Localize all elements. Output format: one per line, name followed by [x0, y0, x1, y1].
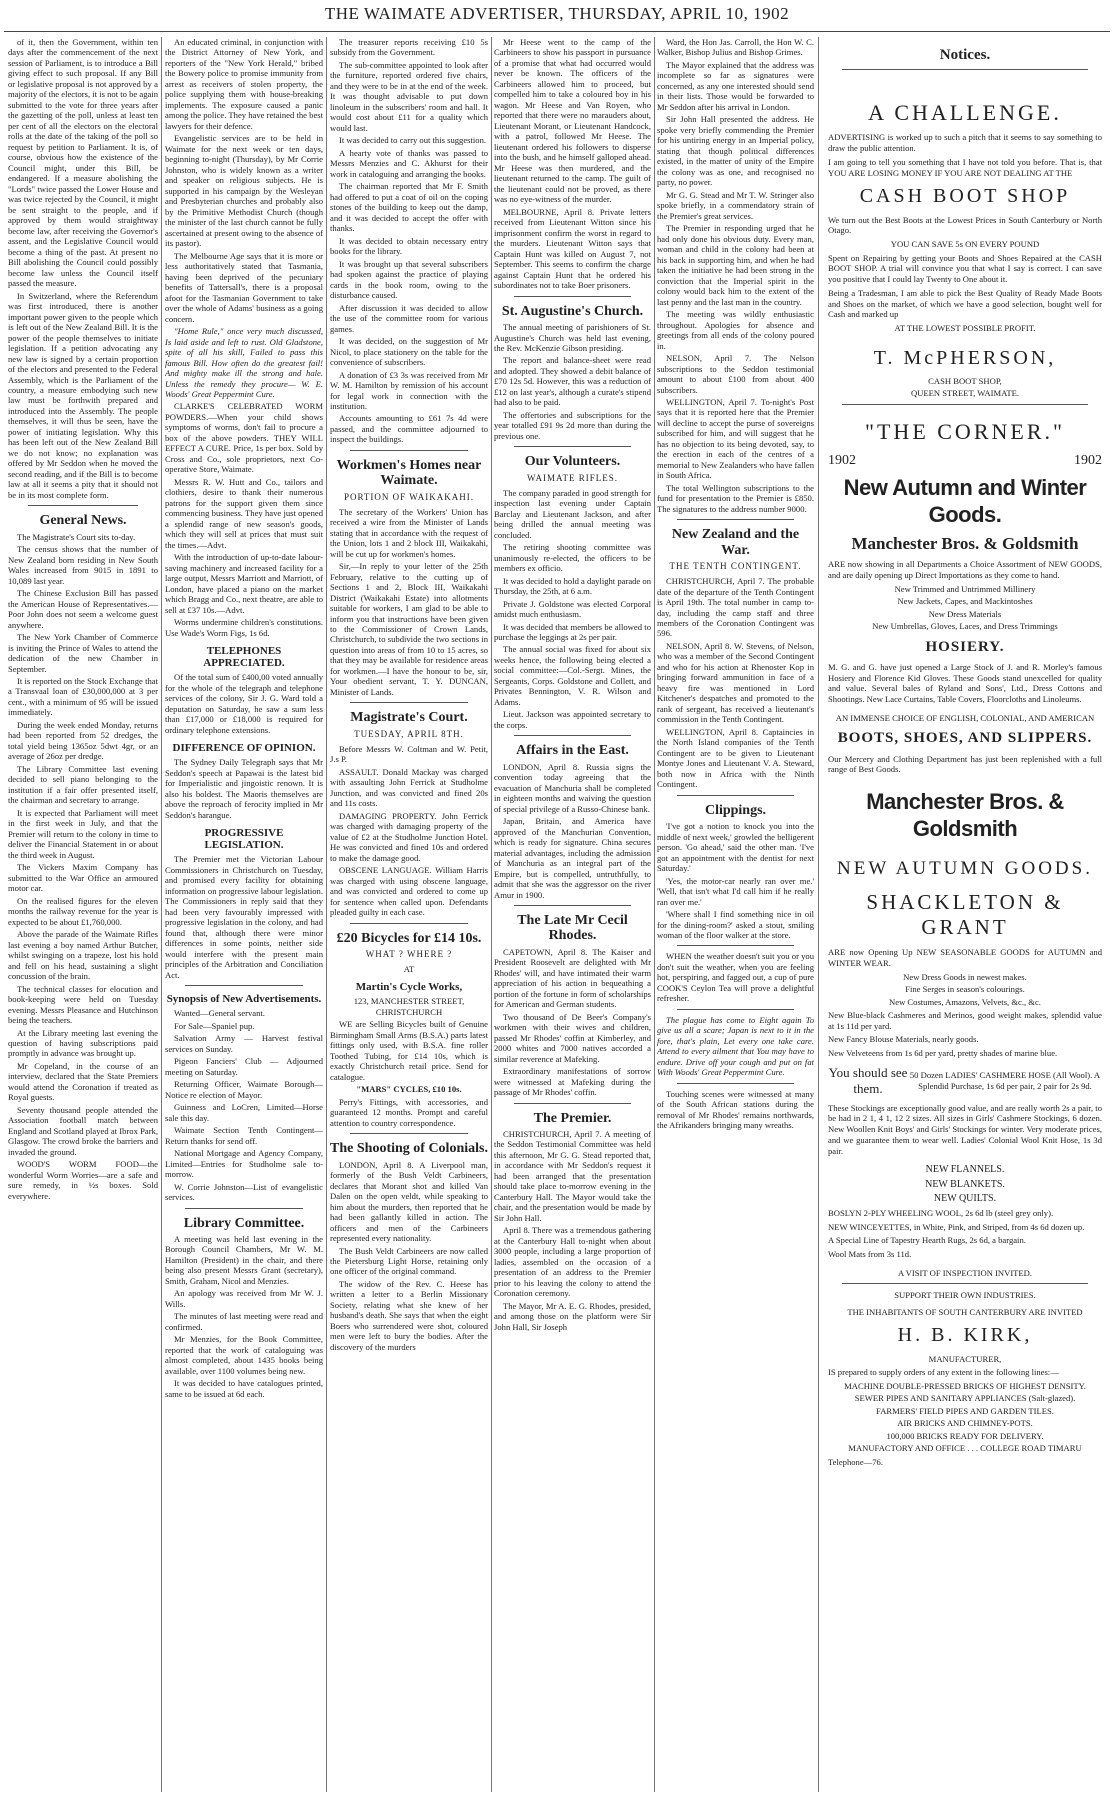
news-item: ASSAULT. Donald Mackay was charged with assaulting John Ferrick at Studholme Junction, and was convicted and fined 20s and 11s costs.	[330, 766, 488, 809]
news-item: The Melbourne Age says that it is more or less authoritatively stated that Tasmania, having been deprived of the pecuniary benefits of Tattersall's, there is a proposal afoot for the Tasmanian Government to take over the whole of Adams' business as a going concern.	[165, 250, 323, 324]
news-item: It was decided, on the suggestion of Mr Nicol, to place stationery on the table for the convenience of subscribers.	[330, 336, 488, 368]
section-heading: The Late Mr Cecil Rhodes.	[517, 913, 628, 944]
section-heading: Synopsis of New Advertisements.	[166, 993, 322, 1006]
news-item: The offertories and subscriptions for the year totalled £91 9s 2d more than during the previous one.	[494, 409, 651, 441]
news-item: It was brought up that several subscribers had spoken against the practice of playing cards in the book room, owing to the disturbance caused.	[330, 258, 488, 301]
news-item: At the Library meeting last evening the question of having subscriptions paid promptly in advance was brought up.	[8, 1027, 158, 1059]
ad-heading: "MARS" CYCLES, £10 10s.	[356, 1084, 462, 1095]
section-heading: The Premier.	[533, 1110, 612, 1126]
ad-body: New Fancy Blouse Materials, nearly goods.	[828, 1034, 979, 1045]
ad-address: MANUFACTORY AND OFFICE . . . COLLEGE ROAD TIMARU	[848, 1443, 1082, 1454]
news-item: An apology was received from Mr W. J. Wills.	[165, 1288, 323, 1309]
divider	[185, 985, 303, 986]
news-item: Above the parade of the Waimate Rifles last evening a boy named Arthur Butcher, whilst swinging on a trapeze, lost his hold and fell on his head, sustaining a slight concussion of the brain.	[8, 929, 158, 982]
column-rule	[161, 37, 162, 1792]
news-item: On the realised figures for the eleven months the railway revenue for the year is expected to be about £1,760,000.	[8, 895, 158, 927]
ad-subhead: BOOTS, SHOES, AND SLIPPERS.	[837, 730, 1093, 747]
news-item: A meeting was held last evening in the Borough Council Chambers, Mr W. M. Hamilton (President) in the chair, and there being also present Messrs Grant (secretary), Smith, Graham, Nicol and Menzies.	[165, 1233, 323, 1286]
news-item: CHRISTCHURCH, April 7. The probable date of the departure of the Tenth Contingent is April 19th. The total number in camp to-day, including the camp staff and three members of the Coronation Contingent was 596.	[657, 576, 814, 639]
ad-line: NEW QUILTS.	[933, 1192, 997, 1204]
news-item: Mr Menzies, for the Book Committee, reported that the work of cataloguing was almost completed, about 1435 books being available, over 1100 volumes being new.	[165, 1334, 323, 1376]
section-heading: TELEPHONES APPRECIATED.	[203, 645, 285, 670]
ad-line: THE INHABITANTS OF SOUTH CANTERBURY ARE INVITED	[847, 1306, 1083, 1317]
ad-line: New Umbrellas, Gloves, Laces, and Dress Trimmings	[872, 621, 1058, 632]
news-item: The annual meeting of parishioners of St. Augustine's Church was held last evening, the Rev. McKenzie Gibson presiding.	[494, 322, 651, 353]
news-item: The company paraded in good strength for inspection last evening under Captain Barclay and Lieutenant Jackson, and after being drilled the annual meeting was concluded.	[494, 487, 651, 540]
clipping: 'Where shall I find something nice in oil for the dining-room?' asked a stout, smiling woman of the floor walker at the store.	[657, 909, 814, 940]
ad-address: CASH BOOT SHOP,	[928, 375, 1002, 386]
ad-business-name: Martin's Cycle Works,	[355, 981, 463, 994]
section-heading: New Zealand and the War.	[671, 527, 800, 558]
section-heading: Affairs in the East.	[516, 743, 629, 759]
news-item: The Sydney Daily Telegraph says that Mr Seddon's speech at Papawai is the latest bid for Imperialistic and jingoistic renown. It is also his boldest. The Maoris themselves are above the reproach of ferocity implied in Mr Seddon's harangue.	[165, 757, 323, 820]
column-rule	[818, 37, 819, 1792]
ad-line: FARMERS' FIELD PIPES AND GARDEN TILES.	[876, 1405, 1054, 1416]
year-left: 1902	[828, 452, 856, 468]
column-5	[657, 37, 814, 1792]
divider	[677, 1083, 794, 1084]
ad-body: Spent on Repairing by getting your Boots and Shoes Repaired at the CASH BOOT SHOP. A trial will convince you that what I say is correct. I can save you positive that I could lay Twenty to One about it.	[828, 252, 1102, 285]
ad-line: NEW BLANKETS.	[925, 1178, 1005, 1190]
ad-headline: NEW AUTUMN GOODS.	[837, 857, 1093, 879]
news-item: It was decided that members be allowed to purchase the leggings at 2s per pair.	[494, 621, 651, 642]
ad-heading: £20 Bicycles for £14 10s.	[336, 930, 482, 946]
news-item: Touching scenes were witnessed at many of the South African stations during the removal of Mr Rhodes' remains northwards, the Afrikanders bringing many wreaths.	[657, 1088, 814, 1131]
ad-tagline: YOU CAN SAVE 5s ON EVERY POUND	[890, 239, 1040, 250]
ad-body: IS prepared to supply orders of any extent in the following lines:—	[828, 1367, 1059, 1378]
news-item: The Premier met the Victorian Labour Commissioners in Christchurch on Tuesday, and promised every facility for obtaining information on progressive labour legislation. The Commissioners in reply said that they had been very favourably impressed with progressive legislation in the colony, and had found that, although there were minor differences in some points, neither side would interfere with the present main principles of the Arbitration and Conciliation Act.	[165, 854, 323, 980]
news-item: The census shows that the number of New Zealand born residing in New South Wales increased from 9015 in 1891 to 10,089 last year.	[8, 544, 158, 586]
column-rule	[326, 37, 327, 1792]
ad-telephone: Telephone—76.	[828, 1456, 884, 1467]
news-item: Sir John Hall presented the address. He spoke very briefly commending the Premier for his untiring energy in an Imperial policy, stating that though political differences existed, in the matter of unity of the Empire the colony was as one, and recognised no party, no power.	[657, 114, 814, 188]
news-item: CAPETOWN, April 8. The Kaiser and President Roosevelt are delighted with Mr Rhodes' will, and have intimated their warm appreciation of his action in bequeathing a portion of the fortune in form of scholarships for American and German students.	[494, 946, 651, 1010]
section-heading: Library Committee.	[183, 1215, 305, 1231]
section-subheading: WAIMATE RIFLES.	[527, 472, 618, 483]
news-item: The retiring shooting committee was unanimously re-elected, the officers to be members ex officio.	[494, 542, 651, 574]
section-date: TUESDAY, APRIL 8TH.	[354, 728, 464, 739]
section-heading: St. Augustine's Church.	[501, 303, 644, 319]
column-4	[494, 37, 651, 1792]
section-heading: Our Volunteers.	[524, 454, 621, 470]
news-item: The Chinese Exclusion Bill has passed the American House of Representatives.—Poor John does not seem a welcome guest anywhere.	[8, 588, 158, 630]
ad-line: SEWER PIPES AND SANITARY APPLIANCES (Salt-glazed).	[854, 1393, 1076, 1404]
divider	[350, 1133, 468, 1134]
news-item: The total Wellington subscriptions to the fund for presentation to the Premier is £850. The signatures to the address number 9000.	[657, 482, 814, 514]
news-item: The secretary of the Workers' Union has received a wire from the Minister of Lands stating that in accordance with the request of the Union, lots 1 and 2 block III, Waikakahi, will be cut up for workmen's homes.	[330, 506, 488, 559]
ad-line: New Dress Goods in newest makes.	[903, 971, 1027, 982]
news-item: It is reported on the Stock Exchange that a Transvaal loan of £30,000,000 at 3 per cent., with a minimum of 95 will be issued immediately.	[8, 676, 158, 718]
news-item: It is expected that Parliament will meet in the first week in July, and that the Premier will return to the colony in time to deliver the Financial Statement in or about the third week in August.	[8, 807, 158, 860]
news-item: OBSCENE LANGUAGE. William Harris was charged with using obscene language, and was convicted and ordered to come up for sentence when called upon. Defendants pleaded guilty in each case.	[330, 865, 488, 918]
news-item: The Mayor explained that the address was incomplete so far as signatures were concerned, as any one interested should send in their lists. Those would be forwarded to Mr Seddon after his arrival in London.	[657, 59, 814, 112]
divider	[350, 923, 468, 924]
ad-callout: You should see them.	[828, 1064, 908, 1096]
ad-address: 123, MANCHESTER STREET, CHRISTCHURCH	[353, 996, 465, 1017]
ad-body: These Stockings are exceptionally good value, and are really worth 2s a pair, to be had in 2 1, 4 1, 12 2 sizes. All sizes in Girls' Cashmere Stockings, 6 dozen. New Woollen Knit Boys' and Girls' Stockings for winter. Very moderate prices, and we guarantee them to wear well. Ladies' Colonial Wool Knit Hose, 1s 3d pair.	[828, 1102, 1102, 1156]
news-item: LONDON, April 8. Russia signs the convention today agreeing that the evacuation of Manchuria shall be completed in eighteen months and waiving the question of special privilege of a Russo-Chinese bank.	[494, 761, 651, 814]
news-item: Two thousand of De Beer's Company's workmen with their wives and children, passed Mr Rhodes' coffin at Kimberley, and 2000 whites and 7000 natives accorded a similar reverence at Mafeking.	[494, 1011, 651, 1064]
news-item: The Premier in responding urged that he had only done his obvious duty. Every man, woman and child in the colony had been at his back in supporting him, and when he had taken the initiative he had been strong in the conviction that the Imperial spirit in the colony would back him to the extent of the last penny and the last man in the country.	[657, 223, 814, 307]
divider	[514, 1103, 631, 1104]
ad-synopsis-item: W. Corrie Johnston—List of evangelistic services.	[165, 1181, 323, 1203]
news-item: Evangelistic services are to be held in Waimate for the next week or ten days, beginning to-night (Thursday), by Mr Corrie Johnston, who is widely known as a writer and speaker on religious subjects. He is supported in his campaign by the Wesleyan and Presbyterian churches and probably also by the Primitive Methodist Church (though the minister of the last church cannot be fully ascertained at present owing to the absence of its pastor).	[165, 133, 323, 249]
news-item: Sir,—In reply to your letter of the 25th February, relative to the cutting up of Sections 1 and 2, Block III, Waikakahi District (Waikakahi Estate) into allotments suitable for workers, I am glad to be able to inform you that instructions have been given to the Commissioner of Crown Lands, Christchurch, to subdivide the two sections in question into areas of from 10 to 15 acres, so that they may be available for residence areas for workmen.—I have the honour to be, sir, Your obedient servant, T. Y. DUNCAN, Minister of Lands.	[330, 561, 488, 697]
news-item: Before Messrs W. Coltman and W. Petit, J.s P.	[330, 743, 488, 765]
column-rule	[654, 37, 655, 1792]
section-heading: PROGRESSIVE LEGISLATION.	[204, 827, 284, 852]
news-item: The Library Committee last evening decided to sell piano belonging to the institution if a fair offer presented itself, the chairman and secretary to arrange.	[8, 763, 158, 806]
ad-business-name: H. B. KIRK,	[897, 1324, 1033, 1347]
ad-body: WHEN the weather doesn't suit you or you don't suit the weather, when you are feeling hot, perspiring, and fagged out, a cup of pure COOK'S Ceylon Tea will prove a delightful refresher.	[657, 951, 814, 1004]
ad-line: New Jackets, Capes, and Mackintoshes	[897, 596, 1033, 607]
ad-line: SUPPORT THEIR OWN INDUSTRIES.	[894, 1290, 1036, 1301]
news-item: The minutes of last meeting were read and confirmed.	[165, 1311, 323, 1332]
news-item: Mr G. G. Stead and Mr T. W. Stringer also spoke briefly, in a commendatory strain of the Premier's great services.	[657, 189, 814, 221]
hose-offer	[828, 1065, 1102, 1097]
poem: The plague has come to Eight again To give us all a scare; Japan is next to it in the fore, that's plain, Let every one take care. Attend to every ailment that You may have to endure. Drive off your cough and put on fat With Woods' Great Peppermint Cure.	[657, 1014, 814, 1078]
news-item: The report and balance-sheet were read and adopted. They showed a debit balance of £70 12s 5d. However, this was a reduction of £12 on last year's, although a curate's stipend had also to be paid.	[494, 355, 651, 408]
ad-business-name: Manchester Bros. & Goldsmith	[851, 534, 1079, 554]
section-heading: Magistrate's Court.	[350, 710, 468, 726]
divider	[350, 702, 468, 703]
divider	[842, 69, 1088, 70]
news-item: NELSON, April 7. The Nelson subscriptions to the Seddon testimonial amount to about £100 from about 400 subscribers.	[657, 353, 814, 395]
column-1	[8, 37, 158, 1792]
ad-synopsis-item: National Mortgage and Agency Company, Limited—Entries for Studholme sale to-morrow.	[165, 1148, 323, 1180]
ad-body: BOSLYN 2-PLY WHEELING WOOL, 2s 6d lb (steel grey only).	[828, 1207, 1054, 1218]
ad-line: New Dress Materials	[928, 608, 1002, 619]
news-item: Lieut. Jackson was appointed secretary to the corps.	[494, 709, 651, 730]
ad-business-name: CASH BOOT SHOP	[859, 185, 1071, 208]
divider	[350, 450, 468, 451]
news-item: Of the total sum of £400,00 voted annually for the whole of the telegraph and telephone services of the colony, Sir J. G. Ward told a deputation on Saturday, he saw a sum less than £17,000 or £18,000 is required for ordinary telephone extensions.	[165, 672, 323, 735]
divider	[514, 446, 631, 447]
ad-line: A VISIT OF INSPECTION INVITED.	[897, 1267, 1033, 1278]
news-item: LONDON, April 8. A Liverpool man, formerly of the Bush Veldt Carbineers, declares that Morant shot and killed Van Dalen on the open veldt, while speaking to him about the murders, then reported that he had been gallantly killed in action. The officers and men of the Carbineers represented every nationality.	[330, 1159, 488, 1244]
news-item: An educated criminal, in conjunction with the District Attorney of New York, and reporters of the "New York Herald," bribed the Bowery police to promise immunity from arrest as receivers of stolen property, the police supplying them with house-breaking implements. The exposure caused a panic among the police. They have retained the best lawyers for their defence.	[165, 37, 323, 131]
news-item: WOOD'S WORM FOOD—the wonderful Worm Worries—are a safe and sure remedy, in ½s boxes. Sold everywhere.	[8, 1159, 158, 1201]
ad-line: MANUFACTURER,	[928, 1353, 1002, 1364]
news-item: Accounts amounting to £61 7s 4d were passed, and the committee adjourned to inspect the buildings.	[330, 413, 488, 445]
ad-body: New Blue-black Cashmeres and Merinos, good weight makes, splendid value at 1s 11d per yard.	[828, 1010, 1102, 1031]
divider	[28, 505, 138, 506]
news-item: April 8. There was a tremendous gathering at the Canterbury Hall to-night when about 3000 people, including a large proportion of ladies, assembled on the occasion of a presentation of an address to the Premier prior to his leaving the colony to attend the Coronation ceremony.	[494, 1225, 651, 1299]
news-item: WELLINGTON, April 8. Captaincies in the North Island companies of the Tenth Contingent are to be given to Lieutenant Montye Jones and Lieutenant V. A. Steward, both now in Africa with the Ninth Contingent.	[657, 726, 814, 790]
column-3	[330, 37, 488, 1792]
news-item: Seventy thousand people attended the Association football match between England and Scotland played at Ibrox Park, Glasgow. The crowd broke the barriers and invaded the ground.	[8, 1104, 158, 1157]
news-item: With the introduction of up-to-date labour-saving machinery and increased facility for a large output, Messrs Marriott and Marriott, of London, have placed a piano on the market which Bragg and Co., next theatre, are able to sell at £37 10s.—Advt.	[165, 552, 323, 615]
ad-line: MACHINE DOUBLE-PRESSED BRICKS OF HIGHEST DENSITY.	[844, 1380, 1086, 1391]
news-item: Messrs R. W. Hutt and Co., tailors and clothiers, desire to thank their numerous patrons for the support given them since commencing business. They have just opened a splendid range of new season's goods, which they will sell at prices that must suit the times.—Advt.	[165, 476, 323, 550]
ad-body: ADVERTISING is worked up to such a pitch that it seems to say something to draw the public attention.	[828, 132, 1102, 154]
column-2	[165, 37, 323, 1792]
divider	[842, 404, 1088, 405]
poem: "Home Rule," once very much discussed, Is laid aside and left to rust. Old Gladstone, spite of all his skill, Failed to pass this famous Bill. How often do the greatest fail! And mighty make ill the strong and hale. Unless the remedy they procure— W. E. Woods' Great Peppermint Cure.	[165, 326, 323, 399]
ad-body: Being a Tradesman, I am able to pick the Best Quality of Ready Made Boots and Shoes on the market, of which we have a good selection, bought well for Cash and marked up	[828, 287, 1102, 320]
news-item: The Vickers Maxim Company has submitted to the War Office an armoured motor car.	[8, 862, 158, 894]
masthead: THE WAIMATE ADVERTISER, THURSDAY, APRIL 10, 1902	[324, 4, 790, 23]
news-item: The New York Chamber of Commerce is inviting the Prince of Wales to attend the dedication of the new Chamber in September.	[8, 632, 158, 674]
ad-line: New Trimmed and Untrimmed Millinery	[894, 583, 1036, 594]
news-item: Mr Copeland, in the course of an interview, declared that the State Premiers would attend the Coronation if treated as Royal guests.	[8, 1060, 158, 1103]
news-item: CHRISTCHURCH, April 7. A meeting of the Seddon Testimonial Committee was held this afternoon, Mr G. G. Stead reported that, in accordance with Mr Seddon's request it had been arranged that the presentation should take place to-morrow evening in the Canterbury Hall. The Mayor would take the chair, and the presentation would be made by Sir John Hall.	[494, 1129, 651, 1223]
ad-body: M. G. and G. have just opened a Large Stock of J. and R. Morley's famous Hosiery and Florence Kid Gloves. These Goods stand unexcelled for quality and value. Several bales of Ryland and Sons', Ltd., Dress Cottons and Shootings. New Lace Curtains, Table Covers, Floorcloths and Linoleums.	[828, 661, 1102, 705]
ad-years	[828, 452, 1102, 469]
divider	[677, 519, 794, 520]
news-item: CLARKE'S CELEBRATED WORM POWDERS.—When your child shows symptoms of worms, don't fail to procure a box of the above powders. THEY WILL EFFECT A CURE. Price, 1s per box. Sold by Cross and Co., sole proprietors, next Co-operative Store, Waimate.	[165, 401, 323, 475]
ad-business-name: SHACKLETON & GRANT	[866, 889, 1064, 940]
news-item: The treasurer reports receiving £10 5s subsidy from the Government.	[330, 37, 488, 58]
ad-headline: New Autumn and Winter Goods.	[843, 474, 1087, 527]
ad-synopsis-item: Salvation Army — Harvest festival services on Sunday.	[165, 1033, 323, 1054]
ad-body: ARE now Opening Up NEW SEASONABLE GOODS for AUTUMN and WINTER WEAR.	[828, 947, 1102, 968]
news-item: It was decided to carry out this suggestion.	[339, 135, 487, 146]
section-heading: The Shooting of Colonials.	[330, 1141, 488, 1157]
ad-body: NEW WINCEYETTES, in White, Pink, and Striped, from 4s 6d dozen up.	[828, 1221, 1085, 1232]
divider	[842, 1283, 1088, 1284]
ad-line: New Costumes, Amazons, Velvets, &c., &c.	[889, 996, 1041, 1007]
ad-title: A CHALLENGE.	[868, 99, 1062, 125]
news-item: Extraordinary manifestations of sorrow were witnessed at Mafeking during the passage of Mr Rhodes' coffin.	[494, 1066, 651, 1098]
ad-proprietor: T. McPHERSON,	[873, 346, 1057, 369]
divider	[514, 296, 631, 297]
news-item: MELBOURNE, April 8. Private letters received from Lieutenant Witton since his imprisonment confirm the worst in regard to the murders. Lieutenant Witton says that Captain Hunt was killed on August 7, not September. This seems to confirm the charge against Captain Hunt that he ordered his subordinates not to take Boer prisoners.	[494, 206, 651, 291]
news-item: The meeting was wildly enthusiastic throughout. Apologies for absence and greetings from all ends of the colony poured in.	[657, 309, 814, 351]
ad-text: AT	[403, 963, 415, 974]
news-item: It was decided to have catalogues printed, same to be issued at 6d each.	[165, 1378, 323, 1399]
divider	[677, 795, 794, 796]
column-rule	[491, 37, 492, 1792]
section-heading: Workmen's Homes near Waimate.	[336, 457, 482, 489]
ad-body: Perry's Fittings, with accessories, and guaranteed 12 months. Prompt and careful attention to country correspondence.	[330, 1096, 488, 1128]
clipping: 'I've got a notion to knock you into the middle of next week,' growled the belligerent person. 'Go ahead,' said the other man. 'I've got an appointment with the dentist for next Saturday.'	[657, 821, 814, 874]
news-item: The chairman reported that Mr F. Smith had offered to put a coat of oil on the coping stones of the building to keep out the damp, and it was decided to accept the offer with thanks.	[330, 181, 488, 234]
ad-address: QUEEN STREET, WAIMATE.	[910, 388, 1020, 399]
ad-subheading: WHAT ? WHERE ?	[365, 948, 453, 959]
news-item: The annual social was fixed for about six weeks hence, the following being elected a social committee:—Col.-Sergt. Mines, the Sergeants, Corps. Goldstone and Collett, and Privates Bennington, V. R. Wilson and Adams.	[494, 644, 651, 707]
news-item: During the week ended Monday, returns had been reported from 52 dredges, the total yield being 1365oz 5dwt 4gr, or an average of 26oz per dredge.	[8, 719, 158, 762]
ad-tagline: AT THE LOWEST POSSIBLE PROFIT.	[894, 323, 1036, 334]
ad-body: New Velveteens from 1s 6d per yard, pretty shades of marine blue.	[828, 1048, 1058, 1059]
editorial-paragraph: of it, then the Government, within ten days after the commencement of the next session of Parliament, is to introduce a Bill giving effect to such proposal. If any Bill or legislative proposal is not approved by a majority of the electors, it is not to be again submitted to the vote for three years after the gazetting of the poll, unless at least ten per cent of all the electors on the electoral rolls at the date of the taking of the poll so request by petition to Parliament. It is, of course, obvious how the existence of the Council might, under this Bill, be endangered. If a measure abolishing the "Lords" twice passed the Lower House and was twice rejected by the Council, it might be sent straight to the people, and if approved by them would straightway become law, after receiving the Governor's assent, and the Legislative Council would become a thing of the past. At present no Bill abolishing the Council could possibly become law unless the Council itself passed the measure.	[8, 37, 158, 289]
ad-line: AN IMMENSE CHOICE OF ENGLISH, COLONIAL, AND AMERICAN	[835, 712, 1095, 723]
news-item: Private J. Goldstone was elected Corporal amidst much enthusiasm.	[494, 598, 651, 620]
ad-body: Wool Mats from 3s 11d.	[828, 1249, 912, 1260]
news-item: NELSON, April 8. W. Stevens, of Nelson, who was a member of the Second Contingent and who for his action at Rhenoster Kop in bringing forward ammunition in face of a heavy fire was mentioned in Lord Kitchener's despatches and promoted to the rank of sergeant, has received a lieutenant's commission in the Tenth Contingent.	[657, 640, 814, 725]
news-item: The widow of the Rev. C. Heese has written a letter to a Berlin Missionary Society, relating what she knew of her husband's death. She says that when the eight Boers who surrendered were shot, coloured men were left to bury the bodies. After the discovery of the murders	[330, 1278, 488, 1352]
ad-line: 100,000 BRICKS READY FOR DELIVERY.	[886, 1430, 1044, 1441]
ad-body: WE are Selling Bicycles built of Genuine Birmingham Small Arms (B.S.A.) parts latest fittings only used, with B.S.A. fine roller Toothed Tubing, for £14 10s, which is exactly Christchurch retail price. Send for catalogue.	[330, 1019, 488, 1082]
news-item: Ward, the Hon Jas. Carroll, the Hon W. C. Walker, Bishop Julius and Bishop Grimes.	[657, 37, 814, 58]
news-item: Mr Heese went to the camp of the Carbineers to show his passport in pursuance of a promise that what had occurred would never be known. The officers of the Carbineers allowed him to proceed, but compelled him to take a coloured boy in his wagon. Mr Heese and Van Royen, who reported that there were no marauders about, Lieutenant Morant, or Lieutenant Handcock, with a patrol, followed Mr Heese. The lieutenant ordered his followers to disperse into the bush, and he himself galloped ahead. Mr Heese was then murdered, and the lieutenant returned to the camp. The guilt of the lieutenant could not be proved, as there was no eye-witness of the murder.	[494, 37, 651, 205]
news-item: WELLINGTON, April 7. To-night's Post says that it is reported here that the Premier will decline to accept the purse of sovereigns subscribed for him, and will suggest that he has no objection to its being devoted, say, to the erection in each of the centres of a memorial to New Zealanders who have fallen in South Africa.	[657, 396, 814, 481]
ad-synopsis-item: Returning Officer, Waimate Borough—Notice re election of Mayor.	[165, 1079, 323, 1100]
masthead-rule	[4, 31, 1110, 32]
news-item: After discussion it was decided to allow the use of the committee room for various games.	[330, 302, 488, 334]
section-heading: DIFFERENCE OF OPINION.	[172, 742, 316, 755]
divider	[514, 905, 631, 906]
ad-body: I am going to tell you something that I have not told you before. That is, that YOU ARE LOSING MONEY IF YOU ARE NOT DEALING AT THE	[828, 156, 1102, 178]
ad-synopsis-item: Pigeon Fanciers' Club — Adjourned meeting on Saturday.	[165, 1056, 323, 1077]
news-item: Japan, Britain, and America have approved of the Manchurian Convention, which is ready for signature. China secures material advantages, including the admission of Manchuria as an integral part of the Empire, but is compelled, untruthfully, to admit that she was the aggressor on the river Amur in 1900.	[494, 816, 651, 900]
ad-body: ARE now showing in all Departments a Choice Assortment of NEW GOODS, and are daily opening up Direct Importations as they come to hand.	[828, 559, 1102, 580]
ad-body: A Special Line of Tapestry Hearth Rugs, 2s 6d, a bargain.	[828, 1235, 1026, 1246]
ad-body: We turn out the Best Boots at the Lowest Prices in South Canterbury or North Otago.	[828, 214, 1102, 236]
news-item: A donation of £3 3s was received from Mr W. M. Hamilton by remission of his account for legal work in connection with the institution.	[330, 369, 488, 411]
divider	[185, 1208, 303, 1209]
divider	[677, 1009, 794, 1010]
ad-line: Fine Serges in season's colourings.	[905, 984, 1025, 995]
notices-heading: Notices.	[939, 47, 991, 63]
ad-body: 50 Dozen LADIES' CASHMERE HOSE (All Wool). A Splendid Purchase, 1s 6d per pair, 2 pair for 2s 9d.	[909, 1070, 1101, 1091]
ad-line: NEW FLANNELS.	[925, 1164, 1005, 1176]
news-item: The Magistrate's Court sits to-day.	[17, 531, 136, 542]
ad-line: AIR BRICKS AND CHIMNEY-POTS.	[897, 1418, 1033, 1429]
section-subheading: THE TENTH CONTINGENT.	[669, 561, 802, 572]
ad-synopsis-item: Guinness and LoCren, Limited—Horse sale this day.	[165, 1102, 323, 1123]
ad-title: "THE CORNER."	[865, 418, 1065, 444]
news-item: The technical classes for elocution and book-keeping were held on Tuesday evening. Messrs Pleasance and Hutchinson being the teachers.	[8, 983, 158, 1026]
ad-subhead: HOSIERY.	[925, 638, 1005, 655]
advertisements-column	[822, 37, 1108, 1792]
news-item: The Mayor, Mr A. E. G. Rhodes, presided, and among those on the platform were Sir John Hall, Sir Joseph	[494, 1300, 651, 1332]
year-right: 1902	[1074, 452, 1102, 468]
clipping: 'Yes, the motor-car nearly ran over me.' 'Well, that isn't what I'd call him if he really ran over me.'	[657, 875, 814, 907]
ad-synopsis-item: Wanted—General servant.	[174, 1008, 265, 1019]
news-item: Worms undermine children's constitutions. Use Wade's Worm Figs, 1s 6d.	[165, 617, 323, 638]
divider	[677, 945, 794, 946]
ad-synopsis-item: For Sale—Spaniel pup.	[174, 1020, 255, 1031]
section-subheading: PORTION OF WAIKAKAHI.	[343, 491, 475, 502]
news-item: DAMAGING PROPERTY. John Ferrick was charged with damaging property of the value of £2 at the Studholme Junction Hotel. He was convicted and fined 10s and ordered to make the damage good.	[330, 810, 488, 863]
news-item: It was decided to obtain necessary entry books for the library.	[330, 235, 488, 257]
editorial-paragraph: In Switzerland, where the Referendum was first introduced, there is another important power given to the people which is left out of the New Zealand Bill. It is the power of the people themselves to initiate legislation. If a petition advocating any new law is signed by a certain proportion of the electors and presented to the Federal Assembly, which is the Parliament of the country, a measure embodying such new law must be forthwith prepared and introduced into the Assembly. The people themselves, it will thus be seen, have the power of initiating legislation. Why this has been left out of the New Zealand Bill we do not know; no explanation was offered by Mr Seddon when he moved the second reading, and if the Bill is to become law at all it seems a pity that it should not be in its most complete form.	[8, 290, 158, 500]
news-item: The Bush Veldt Carbineers are now called the Pietersburg Light Horse, retaining only one officer of the original command.	[330, 1245, 488, 1277]
news-item: It was decided to hold a daylight parade on Thursday, the 25th, at 6 a.m.	[494, 575, 651, 597]
section-heading: General News.	[39, 513, 127, 529]
news-item: The sub-committee appointed to look after the furniture, reported ordered five chairs, and they were to be in at the end of the week. It was thought advisable to put down linoleum in the subscribers' room and hall. It would cost about £11 for a quality which would last.	[330, 59, 488, 133]
ad-body: Our Mercery and Clothing Department has just been replenished with a full range of Best Goods.	[828, 753, 1102, 775]
ad-business-name: Manchester Bros. & Goldsmith	[866, 789, 1064, 841]
news-item: A hearty vote of thanks was passed to Messrs Menzies and C. Akhurst for their work in cataloguing and arranging the books.	[330, 147, 488, 179]
divider	[514, 735, 631, 736]
section-heading: Clippings.	[704, 802, 767, 818]
ad-synopsis-item: Waimate Section Tenth Contingent—Return thanks for send off.	[165, 1125, 323, 1146]
